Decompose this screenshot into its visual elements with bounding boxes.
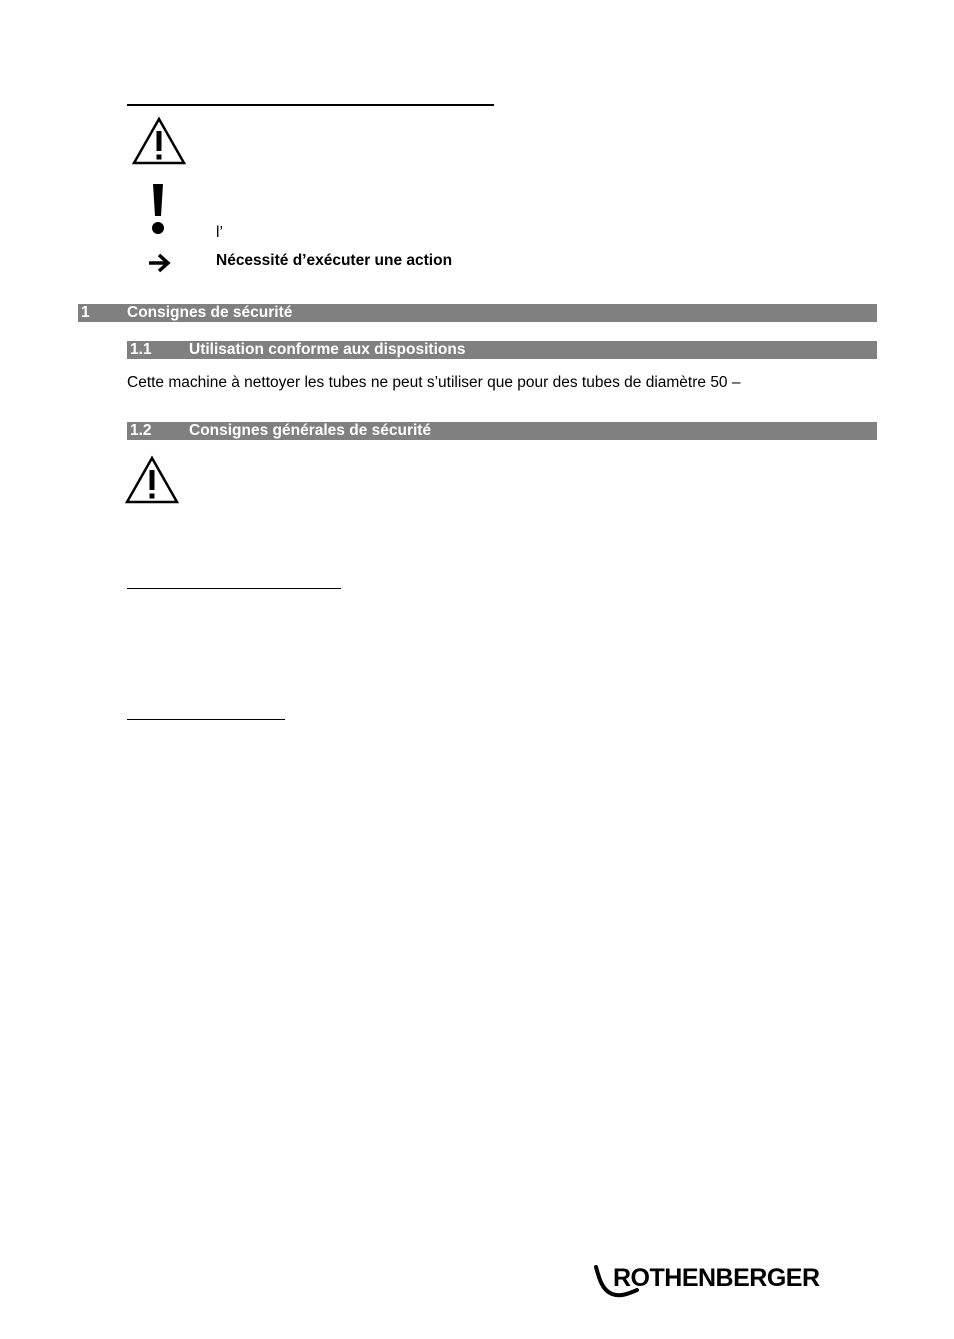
logo-text: ROTHENBERGER <box>613 1264 820 1292</box>
section-1-1-number: 1.1 <box>130 341 152 358</box>
legend-action-text: Nécessité d’exécuter une action <box>216 252 453 269</box>
section-1-number: 1 <box>81 304 90 321</box>
warning-triangle-icon <box>132 116 186 166</box>
section-1-1-body: Cette machine à nettoyer les tubes ne peut s’utiliser que pour des tubes de diamètre 50 – <box>127 374 741 391</box>
rothenberger-logo <box>593 1262 828 1298</box>
section-1-2-title: Consignes générales de sécurité <box>189 422 432 439</box>
section-1-2-number: 1.2 <box>130 422 152 439</box>
top-rule <box>127 104 494 106</box>
exclamation-icon <box>146 182 170 236</box>
section-1-1-title: Utilisation conforme aux dispositions <box>189 341 466 358</box>
section-1-heading <box>78 304 877 322</box>
warning-triangle-icon <box>125 455 179 505</box>
section-1-1-heading <box>127 341 877 359</box>
subheading-rule <box>127 588 341 589</box>
subheading-rule <box>127 719 285 720</box>
section-1-2-heading <box>127 422 877 440</box>
section-1-title: Consignes de sécurité <box>127 304 293 321</box>
legend-note-text: l’ <box>216 224 223 241</box>
arrow-right-icon <box>147 253 173 273</box>
